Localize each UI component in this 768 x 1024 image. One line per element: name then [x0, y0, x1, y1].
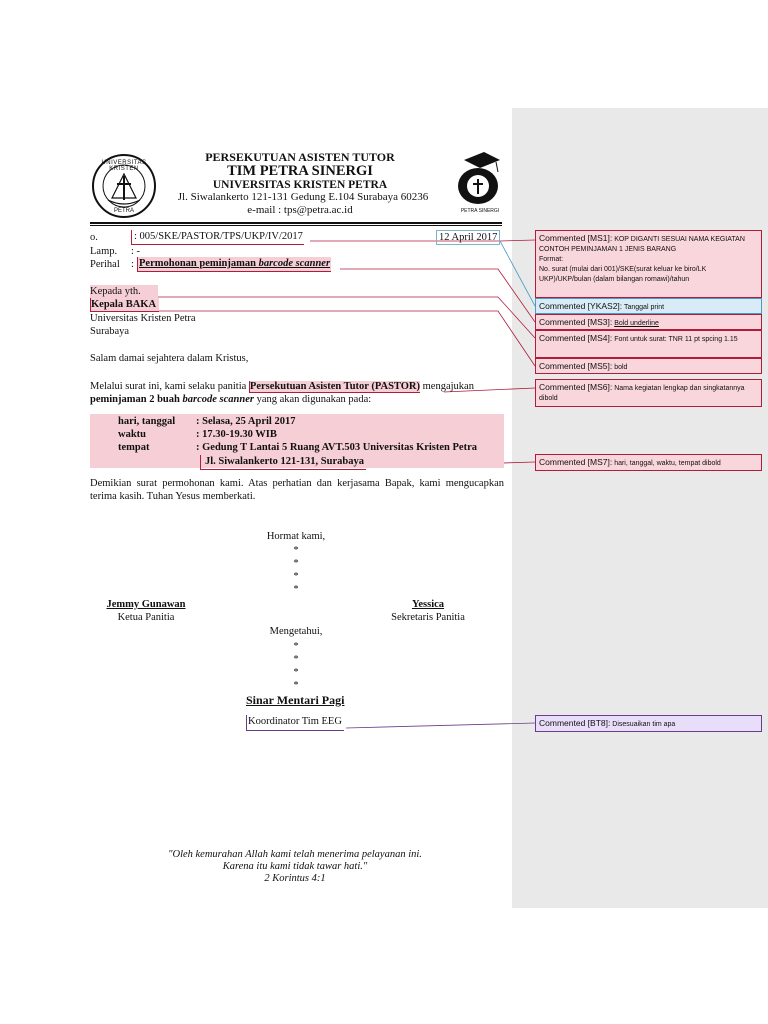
comment-ms7[interactable]: Commented [MS7]: hari, tanggal, waktu, tempat dibold [535, 454, 762, 471]
no-label: o. [90, 232, 98, 243]
right-signer-role: Sekretaris Panitia [391, 612, 465, 623]
recipient-line-3: Universitas Kristen Petra [90, 313, 196, 324]
signature-star: * [293, 571, 299, 582]
details-continuation: Jl. Siwalankerto 121-131, Surabaya [200, 455, 366, 470]
signature-star: * [293, 545, 299, 556]
petra-sinergi-logo-icon [450, 150, 506, 216]
detail-row: waktu : 17.30-19.30 WIB [118, 429, 277, 440]
header-divider-thin [90, 225, 502, 226]
comment-ykas2[interactable]: Commented [YKAS2]: Tanggal print [535, 298, 762, 314]
signature-star: * [293, 680, 299, 691]
comment-ms1[interactable]: Commented [MS1]: KOP DIGANTI SESUAI NAMA KEGIATAN CONTOH PEMINJAMAN 1 JENIS BARANG Format: No. surat (mulai dari 001)/SKE(surat keluar ke biro/LK UKP)/UKP/bulan (dalam bilangan romawi)/tahun [535, 230, 762, 298]
comment-ms4[interactable]: Commented [MS4]: Font untuk surat: TNR 11 pt spcing 1.15 [535, 330, 762, 358]
lamp-label: Lamp. [90, 246, 118, 257]
event-details [118, 415, 477, 454]
recipient-line-2: Kepala BAKA [90, 298, 159, 312]
perihal-subject: Permohonan peminjaman barcode scanner [137, 257, 331, 272]
org-email: e-mail : tps@petra.ac.id [247, 204, 353, 216]
detail-row: hari, tanggal : Selasa, 25 April 2017 [118, 416, 296, 427]
quote-line-2: Karena itu kami tidak tawar hati." [222, 861, 368, 872]
recipient-line-4: Surabaya [90, 326, 130, 337]
signature-star: * [293, 654, 299, 665]
quote-reference: 2 Korintus 4:1 [264, 873, 326, 884]
left-signer-role: Ketua Panitia [117, 612, 175, 623]
comment-ms6[interactable]: Commented [MS6]: Nama kegiatan lengkap dan singkatannya dibold [535, 379, 762, 407]
perihal-colon: : [131, 259, 134, 270]
greeting: Salam damai sejahtera dalam Kristus, [90, 353, 249, 364]
org-name-3: UNIVERSITAS KRISTEN PETRA [212, 179, 388, 191]
lamp-value: : - [131, 246, 141, 257]
detail-row: tempat : Gedung T Lantai 5 Ruang AVT.503 Universitas Kristen Petra [118, 442, 477, 453]
comment-ms3[interactable]: Commented [MS3]: Bold underline [535, 314, 762, 330]
quote-line-1: "Oleh kemurahan Allah kami telah menerima pelayanan ini. [168, 849, 422, 860]
signature-star: * [293, 558, 299, 569]
org-name-1: PERSEKUTUAN ASISTEN TUTOR [205, 150, 395, 164]
logo-caption: PETRA SINERGI [460, 208, 500, 214]
seal-text: UNIVERSITAS KRISTEN PETRA [101, 160, 147, 214]
header-divider [90, 222, 502, 224]
right-signer-name: Yessica [411, 599, 445, 610]
org-name-2: TIM PETRA SINERGI [227, 163, 373, 179]
letter-date: 12 April 2017 [436, 230, 500, 245]
closing-paragraph: Demikian surat permohonan kami. Atas perhatian dan kerjasama Bapak, kami mengucapkan terima kasih. Tuhan Yesus memberkati. [90, 478, 504, 502]
left-signer-name: Jemmy Gunawan [106, 599, 186, 610]
comment-ms5[interactable]: Commented [MS5]: bold [535, 358, 762, 374]
coordinator-role: Koordinator Tim EEG [246, 715, 344, 731]
signature-star: * [293, 641, 299, 652]
org-address: Jl. Siwalankerto 121-131 Gedung E.104 Surabaya 60236 [177, 191, 429, 203]
recipient-line-1: Kepada yth. [90, 285, 158, 298]
letter-number: : 005/SKE/PASTOR/TPS/UKP/IV/2017 [131, 230, 304, 245]
coordinator-name: Sinar Mentari Pagi [246, 693, 345, 707]
hormat-kami: Hormat kami, [266, 531, 326, 542]
mengetahui: Mengetahui, [269, 626, 323, 637]
perihal-label: Perihal [90, 259, 120, 270]
signature-star: * [293, 667, 299, 678]
paragraph-1: Melalui surat ini, kami selaku panitia Persekutuan Asisten Tutor (PASTOR) mengajukan peminjaman 2 buah barcode scanner yang akan digunakan pada: [90, 381, 474, 405]
signature-star: * [293, 584, 299, 595]
comment-bt8[interactable]: Commented [BT8]: Disesuaikan tim apa [535, 715, 762, 732]
